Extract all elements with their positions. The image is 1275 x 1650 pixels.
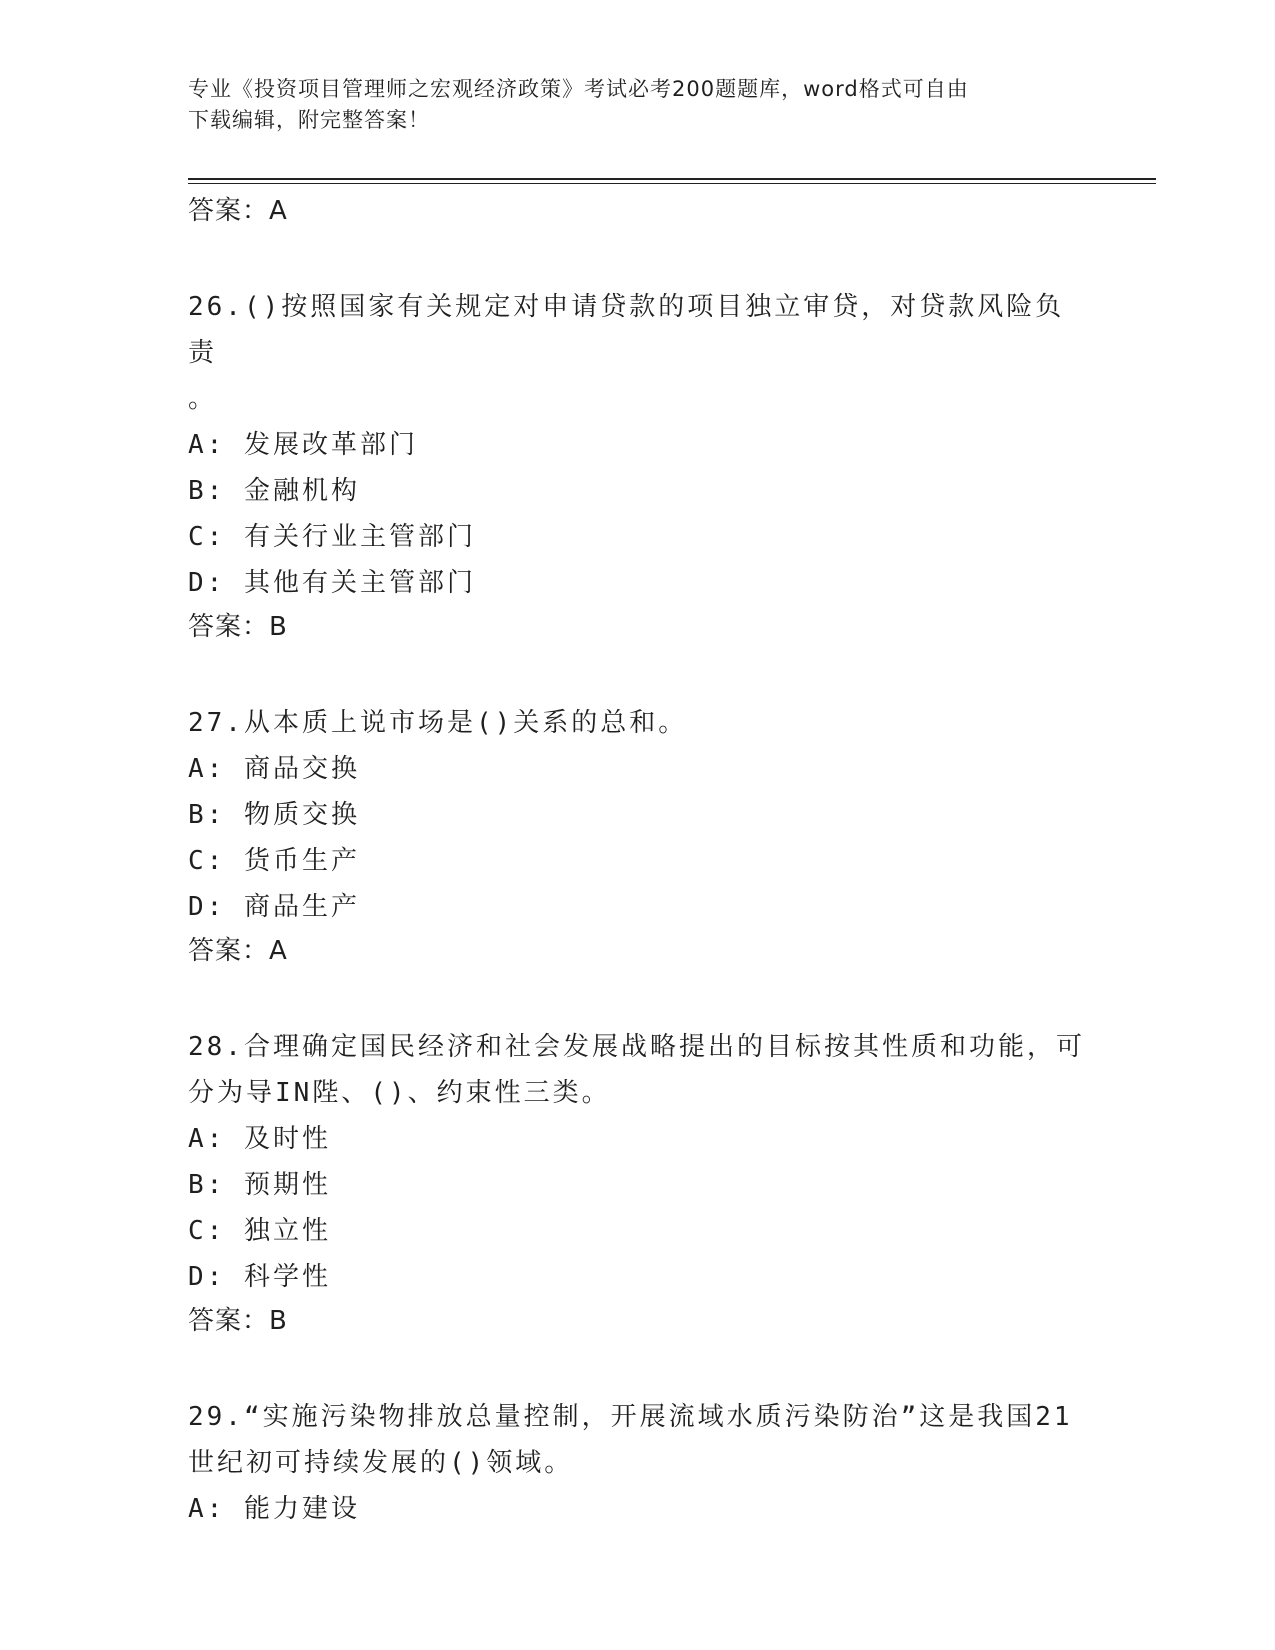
option-c: C: 货币生产	[188, 846, 360, 876]
option-d: D: 科学性	[188, 1262, 331, 1292]
question-text: 29.“实施污染物排放总量控制，开展流域水质污染防治”这是我国21	[188, 1402, 1073, 1432]
question-text-continued: 分为导IN陛、()、约束性三类。	[188, 1078, 611, 1108]
option-a: A: 发展改革部门	[188, 430, 418, 460]
option-a: A: 及时性	[188, 1124, 331, 1154]
question-block	[188, 284, 1088, 648]
option-d: D: 其他有关主管部门	[188, 568, 476, 598]
document-header	[188, 74, 1068, 136]
question-list	[188, 190, 1088, 1532]
option-a: A: 能力建设	[188, 1494, 360, 1524]
option-b: B: 预期性	[188, 1170, 331, 1200]
question-text: 26.()按照国家有关规定对申请贷款的项目独立审贷，对贷款风险负责	[188, 292, 1065, 368]
question-block	[188, 1024, 1088, 1342]
option-a: A: 商品交换	[188, 754, 360, 784]
question-text: 28.合理确定国民经济和社会发展战略提出的目标按其性质和功能，可	[188, 1032, 1085, 1062]
answer-line: 答案：A	[188, 196, 288, 226]
spacer	[188, 648, 1088, 700]
spacer	[188, 1342, 1088, 1394]
option-b: B: 金融机构	[188, 476, 360, 506]
question-block	[188, 1394, 1088, 1532]
header-divider-thin	[188, 183, 1156, 184]
header-line-1: 专业《投资项目管理师之宏观经济政策》考试必考200题题库，word格式可自由	[188, 77, 969, 101]
question-text-continued: 世纪初可持续发展的()领域。	[188, 1448, 574, 1478]
question-text: 27.从本质上说市场是()关系的总和。	[188, 708, 688, 738]
answer-line: 答案：B	[188, 612, 288, 642]
spacer	[188, 972, 1088, 1024]
answer-line: 答案：B	[188, 1306, 288, 1336]
spacer	[188, 232, 1088, 284]
option-c: C: 独立性	[188, 1216, 331, 1246]
option-c: C: 有关行业主管部门	[188, 522, 476, 552]
question-block	[188, 700, 1088, 972]
header-line-2: 下载编辑，附完整答案！	[188, 108, 430, 132]
header-divider-thick	[188, 178, 1156, 180]
option-b: B: 物质交换	[188, 800, 360, 830]
option-d: D: 商品生产	[188, 892, 360, 922]
answer-line: 答案：A	[188, 936, 288, 966]
question-text-continued: 。	[188, 384, 218, 414]
